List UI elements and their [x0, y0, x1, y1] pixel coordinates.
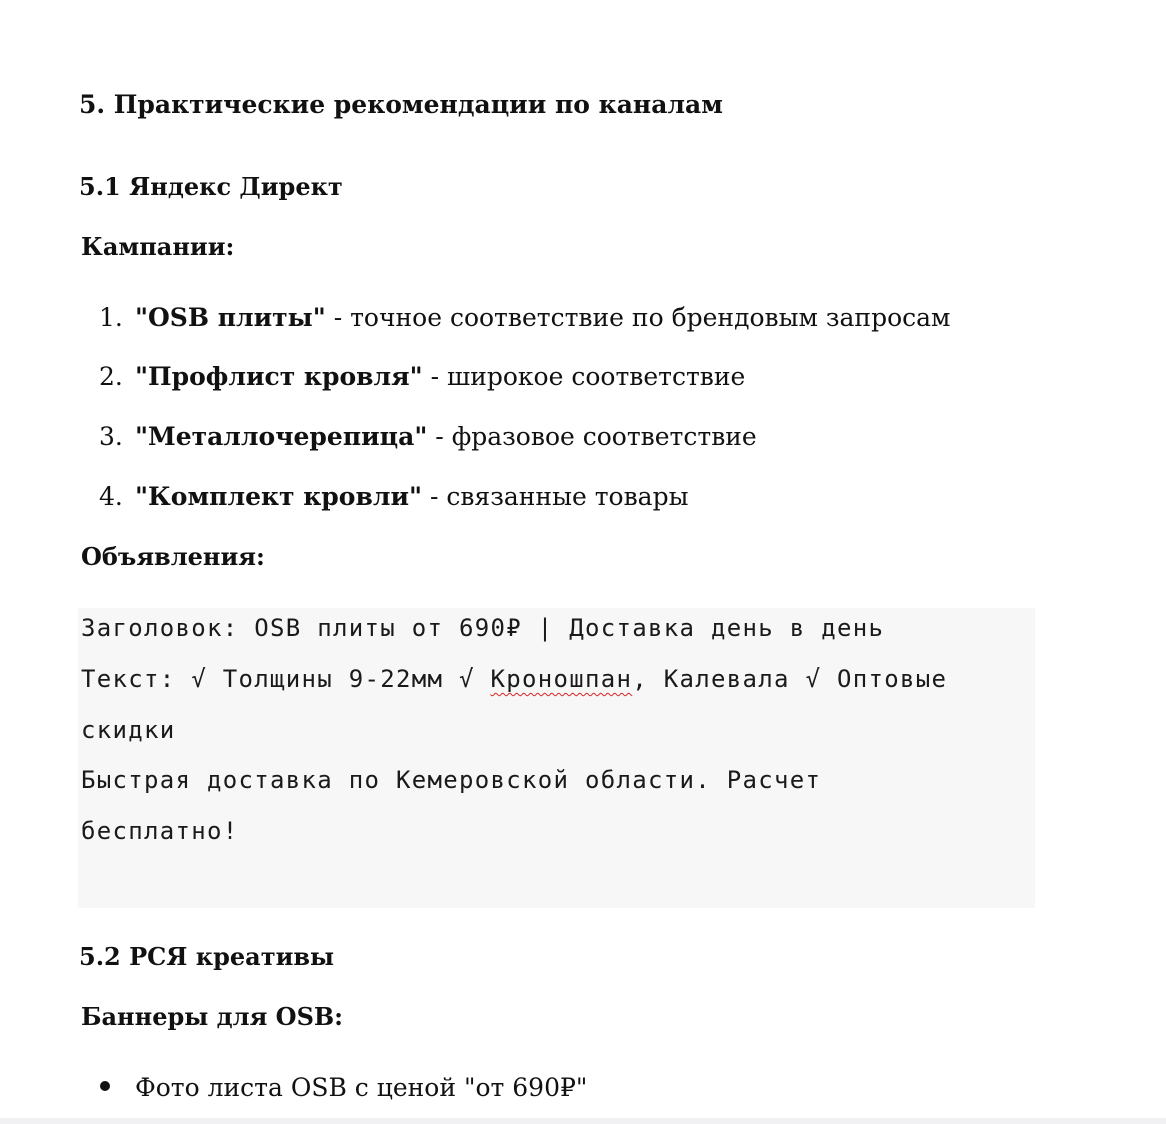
list-item: Фото листа OSB с ценой "от 690₽" — [135, 1073, 588, 1102]
list-item — [99, 480, 999, 514]
list-item — [99, 301, 999, 335]
campaign-description: - фразовое соответствие — [427, 422, 757, 451]
campaign-name: "Профлист кровля" — [135, 362, 423, 391]
campaigns-label: Кампании: — [81, 232, 235, 261]
list-item — [99, 420, 999, 454]
campaign-description: - точное соответствие по брендовым запросам — [325, 303, 951, 332]
campaign-description: - связанные товары — [422, 482, 689, 511]
page-bottom-edge — [0, 1118, 1166, 1124]
campaign-name: "Комплект кровли" — [135, 482, 423, 511]
code-line-text-continued: скидки — [81, 716, 176, 744]
campaign-name: "OSB плиты" — [135, 303, 326, 332]
bullet-icon — [100, 1081, 110, 1091]
yandex-direct-heading: 5.1 Яндекс Директ — [79, 172, 343, 201]
list-item-number: 4. — [99, 482, 123, 511]
code-line-headline: Заголовок: OSB плиты от 690₽ | Доставка день в день — [81, 614, 885, 642]
ads-label: Объявления: — [81, 542, 265, 571]
list-item-number: 2. — [99, 362, 123, 391]
code-line-delivery: Быстрая доставка по Кемеровской области. Расчет — [81, 766, 822, 794]
code-line-delivery-continued: бесплатно! — [81, 817, 239, 845]
list-item-number: 3. — [99, 422, 123, 451]
list-item — [99, 360, 999, 394]
spellcheck-misspelled-word[interactable]: Кроношпан — [490, 665, 633, 693]
banners-label: Баннеры для OSB: — [81, 1002, 344, 1031]
code-line-text — [81, 659, 947, 699]
ad-code-block — [78, 608, 1035, 908]
list-item-number: 1. — [99, 303, 123, 332]
campaign-description: - широкое соответствие — [422, 362, 746, 391]
section-heading: 5. Практические рекомендации по каналам — [79, 90, 723, 119]
code-text-segment: , Калевала √ Оптовые — [632, 665, 948, 693]
rsya-heading: 5.2 РСЯ креативы — [79, 942, 335, 971]
campaign-name: "Металлочерепица" — [135, 422, 428, 451]
code-text-segment: Текст: √ Толщины 9-22мм √ — [81, 665, 491, 693]
